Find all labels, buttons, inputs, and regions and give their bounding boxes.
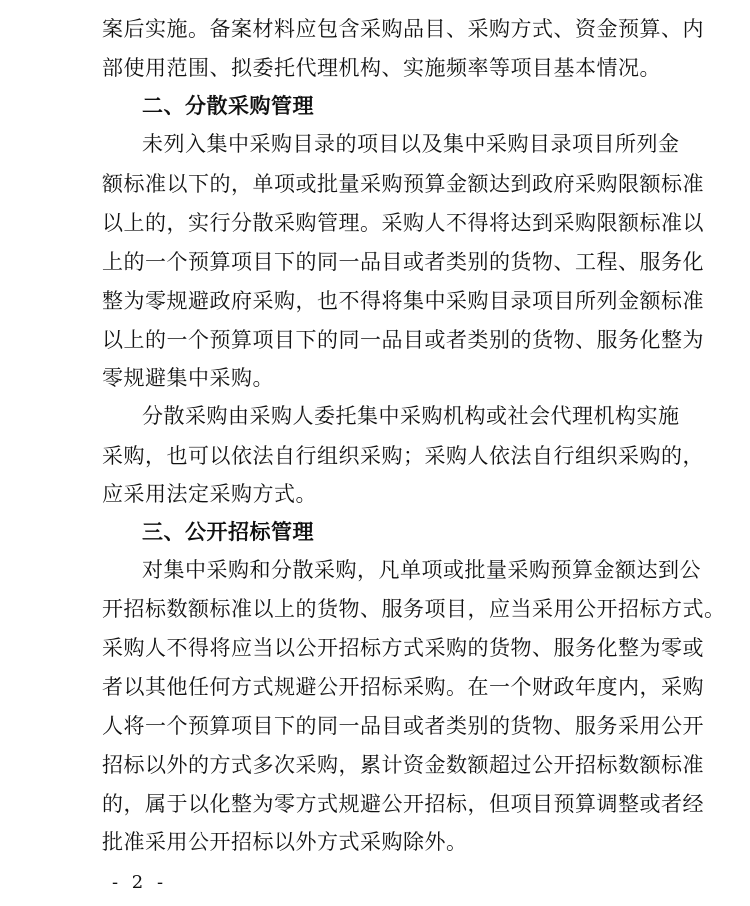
text-line: 对集中采购和分散采购，凡单项或批量采购预算金额达到公 [142,558,701,582]
text-line: 的，属于以化整为零方式规避公开招标，但项目预算调整或者经 [102,792,704,816]
page-number: - 2 - [112,872,168,893]
text-line: 整为零规避政府采购，也不得将集中采购目录项目所列金额标准 [102,289,704,313]
text-line: 上的一个预算项目下的同一品目或者类别的货物、工程、服务化 [102,250,704,274]
text-line: 采购，也可以依法自行组织采购；采购人依法自行组织采购的， [102,444,704,468]
text-line: 者以其他任何方式规避公开招标采购。在一个财政年度内，采购 [102,675,704,699]
text-line: 以上的一个预算项目下的同一品目或者类别的货物、服务化整为 [102,328,704,352]
text-line: 分散采购由采购人委托集中采购机构或社会代理机构实施 [142,404,680,428]
text-line: 人将一个预算项目下的同一品目或者类别的货物、服务采用公开 [102,714,704,738]
text-line: 采购人不得将应当以公开招标方式采购的货物、服务化整为零或 [102,636,704,660]
text-line: 批准采用公开招标以外方式采购除外。 [102,830,468,854]
text-line: 应采用法定采购方式。 [102,482,317,506]
text-line: 以上的，实行分散采购管理。采购人不得将达到采购限额标准以 [102,211,704,235]
text-line: 零规避集中采购。 [102,366,274,390]
section-heading-decentralized-procurement: 二、分散采购管理 [142,94,314,118]
text-line: 部使用范围、拟委托代理机构、实施频率等项目基本情况。 [102,56,661,80]
text-line: 案后实施。备案材料应包含采购品目、采购方式、资金预算、内 [102,17,704,41]
text-line: 额标准以下的，单项或批量采购预算金额达到政府采购限额标准 [102,172,704,196]
text-line: 招标以外的方式多次采购，累计资金数额超过公开招标数额标准 [102,753,704,777]
section-heading-public-bidding: 三、公开招标管理 [142,520,314,544]
text-line: 开招标数额标准以上的货物、服务项目，应当采用公开招标方式。 [102,597,726,621]
text-line: 未列入集中采购目录的项目以及集中采购目录项目所列金 [142,132,680,156]
